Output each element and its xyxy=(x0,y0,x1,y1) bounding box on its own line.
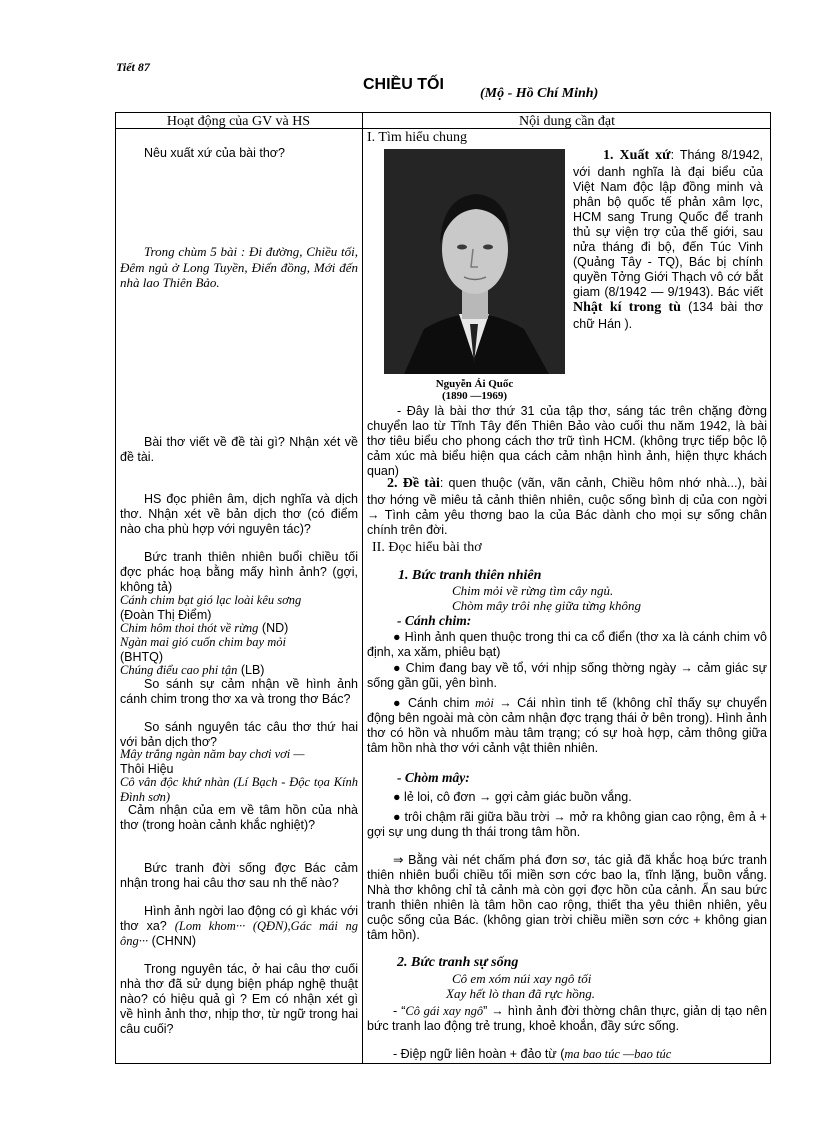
bullet-icon: ● xyxy=(393,696,403,710)
quote-source: (BHTQ) xyxy=(120,650,164,664)
left-column-header: Hoạt động của GV và HS xyxy=(166,114,311,129)
cloud-heading: - Chòm mây: xyxy=(397,770,470,785)
question-life-scene: Bức tranh đời sống đợc Bác cảm nhận trong hai câu thơ sau nh thế nào? xyxy=(120,861,358,890)
quote-text: Mây trắng ngàn năm bay chơi vơi — xyxy=(120,747,305,761)
photo-caption xyxy=(384,378,565,402)
quote-text: Chim hôm thoi thót về rừng xyxy=(120,621,259,635)
origin-label: 1. Xuất xứ xyxy=(603,148,671,163)
bird-heading: - Cánh chim: xyxy=(397,613,472,628)
origin-tail: (134 bài thơ chữ Hán ). xyxy=(573,299,763,331)
cloud-point-2: ● trôi chậm rãi giữa bầu trời → mở ra không gian cao rộng, êm ả + gợi sự ung dung th thái trong tâm hồn. xyxy=(367,810,767,839)
question-compare-translation: So sánh nguyên tác câu thơ thứ hai với bản dịch thơ? xyxy=(120,720,358,749)
diary-title: Nhật kí trong tù xyxy=(573,299,681,315)
question-theme: Bài thơ viết về đề tài gì? Nhận xét về đề tài. xyxy=(120,435,358,464)
verse-line-3: Cô em xóm núi xay ngô tối xyxy=(452,971,592,986)
quote-text: Ngàn mai gió cuốn chim bay mỏi xyxy=(120,635,286,649)
quote-source: (LB) xyxy=(240,663,265,677)
quote-text: Chúng điểu cao phi tận xyxy=(120,663,238,677)
section-general: I. Tìm hiểu chung xyxy=(367,130,468,145)
theme-text: : quen thuộc (vãn, vãn cảnh, Chiều hôm nhớ nhà...), bài thơ hớng về miêu tả cảnh thiên nhiên, cuộc sống bình dị của con ngời → Tình cảm yêu thơng bao la của Bác dành cho mọi sự sống chân chính trên đời. xyxy=(367,476,767,537)
cloud-point-1: ● lẻ loi, cô đơn → gợi cảm giác buồn vắng. xyxy=(393,790,632,804)
quote-clouds-1 xyxy=(120,747,358,777)
subsection-nature: 1. Bức tranh thiên nhiên xyxy=(398,568,542,583)
verse-line-4: Xay hết lò than đã rực hồng. xyxy=(446,986,595,1001)
verse-line-1: Chim mỏi về rừng tìm cây ngủ. xyxy=(452,583,614,598)
origin-text: : Tháng 8/1942, với danh nghĩa là đại biểu của Việt Nam độc lập đồng minh và phân bộ quốc tế phản xâm lợc, HCM sang Trung Quốc để tranh thủ sự viện trợ của thế giới, sau nửa tháng đi bộ, đến Túc Vinh (Quảng Tây - TQ), Bác bị chính quyền Tởng Giới Thạch vô cớ bắt giam (8/1942 — 9/1943). Bác viết xyxy=(573,148,763,299)
bullet-icon: ● xyxy=(393,630,401,644)
section-reading: II. Đọc hiểu bài thơ xyxy=(372,540,482,555)
nature-summary: ⇒ Bằng vài nét chấm phá đơn sơ, tác giả đã khắc hoạ bức tranh thiên nhiên buổi chiều tối miền sơn cớc bao la, tĩnh lặng, buồn vắng. Nhà thơ không chỉ tả cảnh mà còn gợi đợc hồn của cảnh. Ẩn sau bức tranh thiên nhiên là tâm hồn cao rộng, thiết tha yêu thiên nhiên, yêu cuộc sống của Bác. (không gian trời chiều miền sơn cớc + không gian tâm hồn). xyxy=(367,853,767,942)
portrait-image xyxy=(384,149,565,374)
right-column-header: Nội dung cần đạt xyxy=(518,114,616,129)
question-poem-cycle: Trong chùm 5 bài : Đi đường, Chiều tối, Đêm ngủ ở Long Tuyền, Điển đồng, Mới đến nhà lao Thiên Bảo. xyxy=(120,244,358,291)
bird-point-3: ● Cánh chim mỏi → Cái nhìn tinh tế (không chỉ thấy sự chuyển động bên ngoài mà còn cảm nhận đợc trạng thái ở bên trong). Hình ảnh thơ có hồn và nhuốm màu tâm trạng; có sự hoà hợp, cảm thông giữa tâm hồn nhà thơ với cảnh vật thiên nhiên. xyxy=(367,696,767,755)
poem-title: CHIỀU TỐI xyxy=(363,76,444,93)
lesson-number: Tiết 87 xyxy=(116,60,150,74)
quote-source: (ND) xyxy=(261,621,289,635)
column-divider xyxy=(362,112,363,1064)
bullet-icon: ● xyxy=(393,810,401,824)
poem-position-paragraph: - Đây là bài thơ thứ 31 của tập thơ, sáng tác trên chặng đờng chuyển lao từ Tĩnh Tây đến Thiên Bảo vào cuối thu năm 1942, là bài thơ tiêu biểu cho phong cách thơ trữ tình HCM. (không trực tiếp bộc lộ cảm xúc mà biểu hiện qua cách cảm nhận hình ảnh, hiện thực khách quan) xyxy=(367,404,767,478)
quote-text: Cánh chim bạt gió lạc loài kêu sơng xyxy=(120,593,302,607)
quote-birds-2 xyxy=(120,621,358,636)
subsection-life: 2. Bức tranh sự sống xyxy=(397,955,519,970)
question-last-lines: Trong nguyên tác, ở hai câu thơ cuối nhà thơ đã sử dụng biện pháp nghệ thuật nào? có hiệu quả gì ? Em có nhận xét gì về hình ảnh thơ, nhịp thơ, từ ngữ trong hai câu cuối? xyxy=(120,962,358,1036)
verse-line-2: Chòm mây trôi nhẹ giữa từng không xyxy=(452,598,641,613)
question-compare-birds: So sánh sự cảm nhận về hình ảnh cánh chim trong thơ xa và trong thơ Bác? xyxy=(120,677,358,706)
question-nature-images: Bức tranh thiên nhiên buổi chiều tối đợc phác hoạ bằng mấy hình ảnh? (gợi, không tả) xyxy=(120,550,358,594)
quote-text: Cô vân độc khứ nhàn xyxy=(120,775,230,789)
question-translation: HS đọc phiên âm, dịch nghĩa và dịch thơ. Nhận xét về bản dịch thơ (có điểm nào cha phù hợp với nguyên tác)? xyxy=(120,492,358,536)
quote-clouds-2 xyxy=(120,775,358,805)
question-origin: Nêu xuất xứ của bài thơ? xyxy=(144,146,285,160)
quote-source: (Lí Bạch - Độc tọa Kính Đình sơn) xyxy=(120,775,359,804)
bird-point-2: ● Chim đang bay về tổ, với nhịp sống thờng ngày → cảm giác sự sống gần gũi, yên bình. xyxy=(367,661,767,690)
caption-name: Nguyễn Ái Quốc xyxy=(435,378,514,390)
quote-birds-1 xyxy=(120,593,358,623)
theme-label: 2. Đề tài xyxy=(387,476,440,491)
bullet-icon: ● xyxy=(393,790,401,804)
question-worker-image: Hình ảnh ngời lao động có gì khác với thơ xa? (Lom khom··· (QĐN),Gác mái ng ông··· (CHNN) xyxy=(120,904,358,948)
theme-paragraph xyxy=(367,476,767,538)
question-poet-soul: Cảm nhận của em về tâm hồn của nhà thơ (trong hoàn cảnh khắc nghiệt)? xyxy=(120,803,358,832)
repetition-note: - Điệp ngữ liên hoàn + đảo từ (ma bao túc —bao túc xyxy=(393,1047,672,1061)
origin-paragraph xyxy=(573,148,763,332)
quote-birds-4 xyxy=(120,663,358,678)
quote-source: Thôi Hiệu xyxy=(120,762,174,776)
portrait-photo xyxy=(384,149,565,374)
quote-birds-3 xyxy=(120,635,358,665)
bird-point-1: ● Hình ảnh quen thuộc trong thi ca cổ điển (thơ xa là cánh chim vô định, xa xăm, phiêu bạt) xyxy=(367,630,767,659)
quote-source: (Đoàn Thị Điểm) xyxy=(120,608,212,622)
bullet-icon: ● xyxy=(393,661,402,675)
caption-years: (1890 —1969) xyxy=(441,390,508,403)
table-bottom-line xyxy=(115,1063,771,1064)
poem-subtitle: (Mộ - Hồ Chí Minh) xyxy=(480,86,599,101)
girl-analysis: - “Cô gái xay ngô” → hình ảnh đời thờng chân thực, giản dị tạo nên bức tranh lao động trẻ trung, khoẻ khoắn, đầy sức sống. xyxy=(367,1004,767,1033)
